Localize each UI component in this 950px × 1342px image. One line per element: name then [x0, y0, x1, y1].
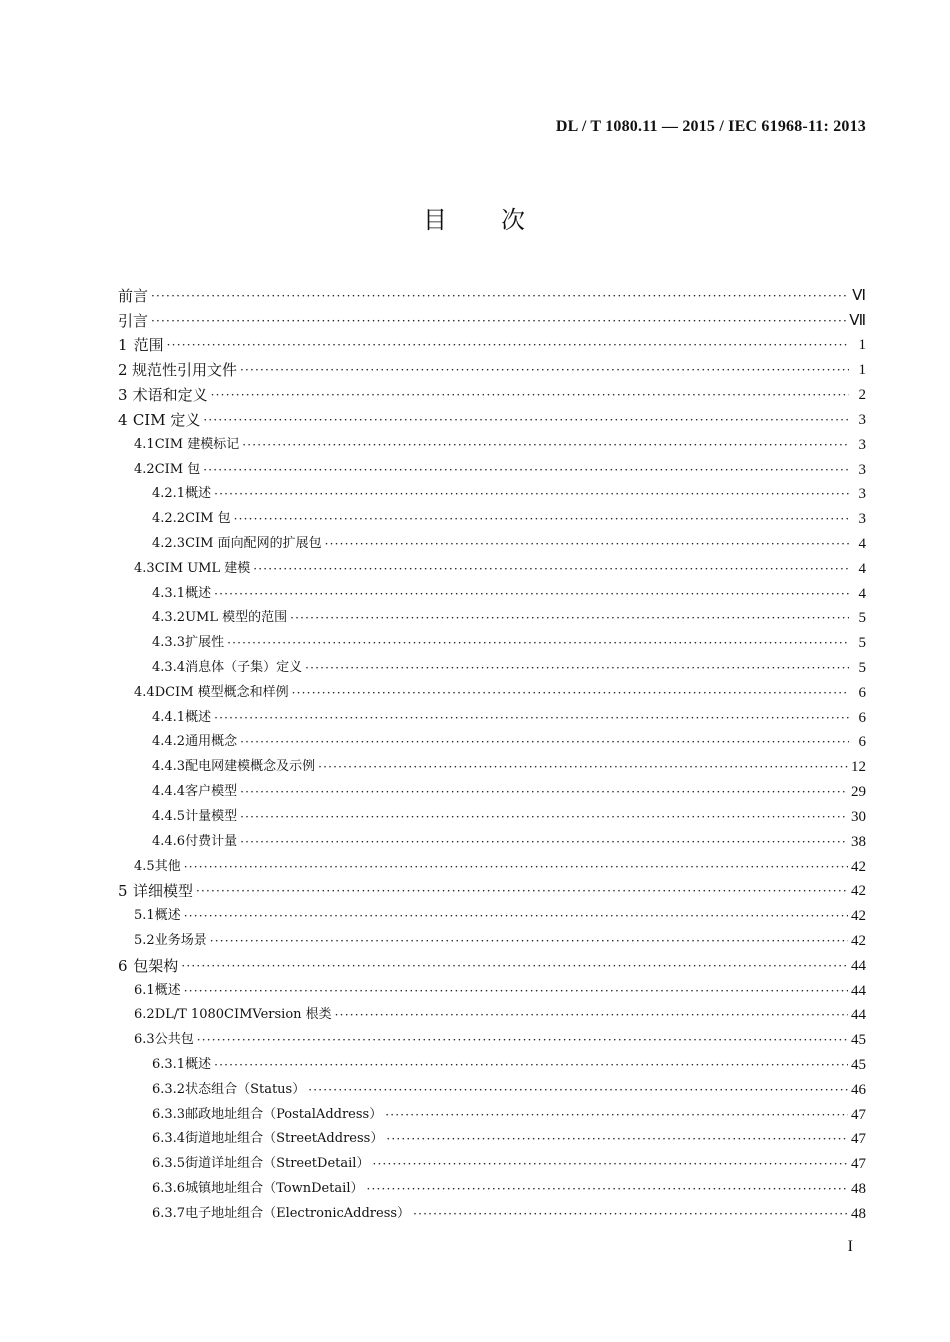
toc-entry-title: CIM UML 建模: [154, 560, 251, 576]
toc-entry-title: 邮政地址组合（PostalAddress）: [185, 1106, 383, 1122]
toc-entry[interactable]: [118, 503, 866, 528]
toc-leader-dots: [240, 733, 849, 751]
toc-entry-title: CIM 包: [154, 461, 201, 477]
toc-entry[interactable]: [118, 1099, 866, 1124]
toc-leader-dots: [386, 1130, 848, 1148]
toc-entry[interactable]: [118, 975, 866, 1000]
toc-entry-page: 29: [851, 784, 866, 801]
toc-entry[interactable]: [118, 652, 866, 677]
toc-entry-number: 4.4.1: [152, 709, 186, 725]
toc-entry[interactable]: [118, 404, 866, 429]
toc-entry-page: 47: [851, 1131, 866, 1148]
toc-leader-dots: [203, 411, 849, 429]
toc-leader-dots: [184, 907, 848, 925]
toc-leader-dots: [253, 560, 849, 578]
toc-entry[interactable]: [118, 354, 866, 379]
toc-leader-dots: [305, 659, 849, 677]
toc-entry-title: 范围: [133, 336, 164, 355]
toc-leader-dots: [184, 858, 848, 876]
toc-leader-dots: [318, 758, 848, 776]
toc-entry-title: CIM 面向配网的扩展包: [185, 535, 322, 551]
toc-entry-page: 1: [858, 362, 866, 379]
toc-entry[interactable]: [118, 900, 866, 925]
toc-leader-dots: [240, 808, 848, 826]
toc-entry-number: 4.4.5: [152, 808, 186, 824]
toc-entry-page: 4: [858, 535, 866, 552]
toc-entry-title: 业务场景: [154, 932, 207, 948]
toc-entry[interactable]: [118, 1124, 866, 1149]
toc-leader-dots: [203, 461, 849, 479]
toc-entry-page: 12: [851, 759, 866, 776]
toc-entry[interactable]: [118, 1074, 866, 1099]
toc-leader-dots: [210, 932, 848, 950]
toc-entry-title: 配电网建模概念及示例: [185, 759, 316, 775]
toc-entry-page: 3: [858, 461, 866, 478]
toc-entry-number: 4.1: [134, 436, 155, 452]
toc-entry-title: 公共包: [154, 1032, 194, 1048]
toc-entry-number: 4.4: [134, 684, 155, 700]
table-of-contents: [118, 280, 866, 1223]
toc-entry-title: 概述: [185, 709, 212, 725]
toc-entry-number: 4.2: [134, 461, 155, 477]
toc-entry-number: 4.3.3: [152, 635, 186, 651]
toc-entry-page: 3: [858, 511, 866, 528]
toc-leader-dots: [151, 312, 846, 330]
toc-entry-page: 4: [858, 585, 866, 602]
toc-leader-dots: [167, 336, 849, 354]
toc-entry-page: 5: [858, 660, 866, 676]
toc-entry-page: 42: [851, 858, 866, 875]
toc-entry[interactable]: [118, 751, 866, 776]
toc-entry-number: 6.3.7: [152, 1205, 186, 1221]
toc-entry-page: 42: [851, 883, 866, 900]
toc-entry[interactable]: [118, 950, 866, 975]
toc-entry-number: 4.3.1: [152, 585, 186, 601]
toc-entry-number: 4.4.3: [152, 759, 186, 775]
toc-entry-number: 6.3.1: [152, 1057, 186, 1072]
toc-entry-page: 48: [851, 1205, 866, 1222]
toc-entry[interactable]: [118, 1148, 866, 1173]
toc-entry-page: 2: [858, 387, 866, 404]
toc-entry-title: 概述: [185, 486, 212, 502]
toc-entry-number: 5.1: [134, 908, 155, 924]
toc-entry-number: 6: [118, 956, 128, 975]
toc-entry-title: 状态组合（Status）: [185, 1081, 306, 1097]
toc-leader-dots: [413, 1205, 848, 1223]
toc-entry-title: 扩展性: [185, 635, 225, 651]
toc-entry-title: 计量模型: [185, 808, 238, 824]
toc-entry[interactable]: [118, 627, 866, 652]
toc-leader-dots: [308, 1081, 848, 1099]
toc-entry-page: Ⅵ: [852, 287, 866, 304]
toc-leader-dots: [197, 1031, 848, 1049]
toc-entry-title: UML 模型的范围: [185, 610, 288, 626]
toc-leader-dots: [366, 1180, 848, 1198]
toc-entry-page: 3: [858, 436, 866, 453]
toc-entry-title: 通用概念: [185, 734, 238, 750]
toc-leader-dots: [214, 585, 849, 603]
toc-entry[interactable]: [118, 925, 866, 950]
toc-leader-dots: [325, 535, 849, 553]
toc-entry-page: 48: [851, 1181, 866, 1198]
toc-leader-dots: [214, 1056, 848, 1074]
toc-entry-title: 客户模型: [185, 784, 238, 800]
toc-entry[interactable]: [118, 479, 866, 504]
toc-entry[interactable]: [118, 454, 866, 479]
toc-entry[interactable]: [118, 553, 866, 578]
toc-entry[interactable]: [118, 876, 866, 901]
toc-leader-dots: [292, 684, 849, 702]
toc-entry-page: 5: [858, 610, 866, 627]
toc-entry-number: 4.3.4: [152, 660, 186, 675]
toc-entry-number: 3: [118, 386, 128, 405]
toc-entry-number: 6.3.4: [152, 1131, 186, 1147]
toc-entry[interactable]: [118, 1173, 866, 1198]
toc-entry-title: 其他: [154, 858, 181, 874]
toc-entry-number: 6.3.6: [152, 1181, 186, 1197]
toc-entry-page: 3: [858, 486, 866, 503]
toc-entry-title: CIM 包: [185, 511, 231, 527]
toc-entry-number: 4.4.4: [152, 784, 186, 800]
toc-entry-page: 44: [851, 957, 866, 974]
toc-entry-title: 城镇地址组合（TownDetail）: [185, 1181, 364, 1197]
toc-entry-title: CIM 定义: [132, 410, 201, 429]
toc-entry-number: 5.2: [134, 932, 155, 948]
toc-entry-page: Ⅶ: [849, 312, 866, 329]
toc-entry[interactable]: [118, 826, 866, 851]
toc-entry[interactable]: [118, 429, 866, 454]
toc-entry-title: 街道地址组合（StreetAddress）: [185, 1131, 384, 1147]
toc-entry-page: 47: [851, 1156, 866, 1173]
toc-entry-page: 45: [851, 1032, 866, 1049]
toc-entry-title: 包架构: [133, 956, 179, 975]
toc-entry-title: 街道详址组合（StreetDetail）: [185, 1156, 370, 1172]
toc-leader-dots: [242, 436, 849, 454]
toc-entry-number: 4: [118, 410, 128, 429]
toc-entry[interactable]: [118, 305, 866, 330]
toc-leader-dots: [385, 1106, 848, 1124]
toc-entry[interactable]: [118, 851, 866, 876]
toc-entry-title: 概述: [185, 1057, 212, 1072]
toc-entry[interactable]: [118, 776, 866, 801]
toc-entry-title: 详细模型: [132, 882, 193, 901]
toc-entry-number: 4.2.3: [152, 535, 186, 551]
toc-entry[interactable]: [118, 280, 866, 305]
toc-entry-title: DCIM 模型概念和样例: [154, 684, 289, 700]
toc-entry-page: 44: [851, 982, 866, 999]
toc-entry[interactable]: [118, 1024, 866, 1049]
toc-entry[interactable]: [118, 578, 866, 603]
toc-entry[interactable]: [118, 727, 866, 752]
toc-entry-title: 消息体（子集）定义: [185, 660, 303, 675]
page-title: [0, 200, 950, 235]
toc-entry[interactable]: [118, 1000, 866, 1025]
toc-entry-number: 1: [118, 336, 128, 355]
title-char-1: 目: [423, 206, 449, 234]
toc-entry-page: 42: [851, 932, 866, 949]
toc-leader-dots: [227, 634, 849, 652]
toc-entry[interactable]: [118, 702, 866, 727]
toc-leader-dots: [151, 287, 849, 305]
toc-entry-page: 3: [858, 411, 866, 428]
toc-entry-page: 47: [851, 1106, 866, 1123]
toc-entry-title: 引言: [118, 311, 149, 330]
toc-leader-dots: [196, 882, 848, 900]
toc-leader-dots: [184, 982, 848, 1000]
toc-entry-number: 4.5: [134, 858, 155, 874]
toc-entry-page: 6: [858, 684, 866, 701]
toc-entry[interactable]: [118, 1198, 866, 1223]
toc-entry[interactable]: [118, 330, 866, 355]
toc-entry-number: 4.3: [134, 560, 155, 576]
toc-entry[interactable]: [118, 379, 866, 404]
toc-leader-dots: [240, 361, 849, 379]
toc-entry-title: 概述: [154, 908, 181, 924]
toc-entry-title: DL/T 1080CIMVersion 根类: [154, 1007, 332, 1023]
toc-entry-page: 45: [851, 1057, 866, 1073]
toc-entry-page: 42: [851, 908, 866, 925]
toc-entry-number: 6.3: [134, 1032, 155, 1048]
toc-entry-number: 4.2.2: [152, 511, 186, 527]
toc-entry-page: 30: [851, 808, 866, 825]
toc-entry-page: 38: [851, 833, 866, 850]
toc-entry-page: 46: [851, 1081, 866, 1098]
toc-entry[interactable]: [118, 801, 866, 826]
toc-entry-title: 概述: [154, 982, 181, 998]
toc-entry-page: 1: [858, 337, 866, 354]
toc-leader-dots: [372, 1155, 848, 1173]
toc-leader-dots: [234, 510, 849, 528]
toc-leader-dots: [335, 1006, 848, 1024]
toc-leader-dots: [290, 609, 849, 627]
toc-leader-dots: [214, 709, 849, 727]
toc-entry-title: 术语和定义: [132, 386, 208, 405]
toc-entry[interactable]: [118, 603, 866, 628]
page-number: I: [847, 1238, 853, 1255]
toc-leader-dots: [211, 386, 849, 404]
toc-entry-number: 4.4.6: [152, 833, 186, 849]
toc-entry-number: 4.3.2: [152, 610, 186, 626]
toc-entry-number: 2: [118, 361, 128, 380]
toc-entry-page: 44: [851, 1007, 866, 1024]
toc-entry-page: 6: [858, 734, 866, 751]
title-char-2: 次: [501, 206, 527, 234]
toc-entry-title: 规范性引用文件: [131, 361, 237, 380]
toc-entry[interactable]: [118, 528, 866, 553]
toc-entry-title: CIM 建模标记: [154, 436, 240, 452]
toc-entry-page: 6: [858, 709, 866, 726]
toc-entry-title: 电子地址组合（ElectronicAddress）: [185, 1205, 411, 1221]
toc-entry-number: 6.1: [134, 982, 155, 998]
toc-entry-number: 6.3.3: [152, 1106, 186, 1122]
toc-entry-title: 前言: [118, 286, 149, 305]
toc-entry-number: 4.4.2: [152, 734, 186, 750]
standard-code-header: DL / T 1080.11 — 2015 / IEC 61968-11: 2013: [555, 118, 866, 135]
toc-entry-number: 6.2: [134, 1007, 155, 1023]
toc-leader-dots: [240, 783, 848, 801]
toc-leader-dots: [240, 833, 848, 851]
toc-entry-number: 6.3.2: [152, 1081, 186, 1097]
toc-entry[interactable]: [118, 677, 866, 702]
toc-leader-dots: [181, 957, 848, 975]
toc-entry-title: 付费计量: [185, 833, 238, 849]
toc-leader-dots: [214, 485, 849, 503]
toc-entry-number: 5: [118, 882, 128, 901]
toc-entry-number: 4.2.1: [152, 486, 186, 502]
toc-entry-title: 概述: [185, 585, 212, 601]
toc-entry-number: 6.3.5: [152, 1156, 186, 1172]
toc-entry-page: 5: [858, 635, 866, 652]
toc-entry[interactable]: [118, 1049, 866, 1074]
toc-entry-page: 4: [858, 560, 866, 577]
